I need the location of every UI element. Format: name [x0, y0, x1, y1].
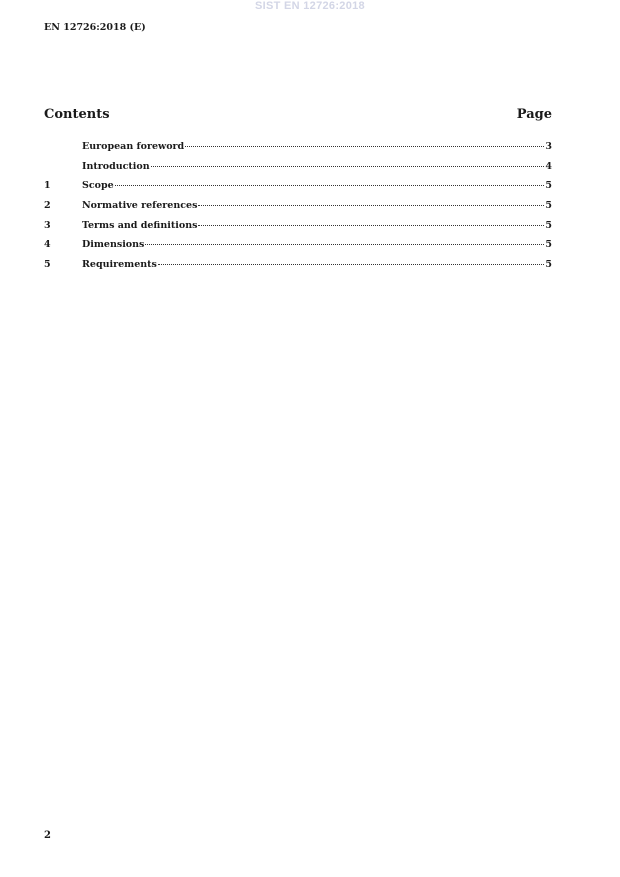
toc-entry-title[interactable]: Requirements: [82, 259, 157, 271]
toc-entry-page: 4: [545, 160, 552, 172]
toc-dot-leader: [151, 166, 545, 167]
toc-entry-page: 5: [545, 200, 552, 212]
toc-dot-leader: [185, 146, 544, 147]
page-number: 2: [44, 830, 51, 841]
contents-heading: Contents: [44, 107, 110, 122]
toc-entry-page: 5: [545, 259, 552, 271]
toc-dot-leader: [198, 225, 544, 226]
toc-entry-page: 3: [545, 141, 552, 152]
toc-entry-normative-references[interactable]: [44, 200, 552, 220]
toc-entry-title[interactable]: Normative references: [82, 200, 198, 212]
toc-entry-dimensions[interactable]: [44, 239, 552, 259]
toc-entry-number: 1: [44, 180, 51, 192]
toc-entry-introduction[interactable]: [44, 161, 552, 181]
table-of-contents: [44, 141, 552, 279]
toc-entry-terms-and-definitions[interactable]: [44, 220, 552, 240]
toc-entry-requirements[interactable]: [44, 259, 552, 279]
toc-dot-leader: [145, 244, 544, 245]
page-heading: Page: [516, 107, 552, 122]
toc-entry-title[interactable]: Dimensions: [82, 239, 145, 251]
toc-entry-title[interactable]: Introduction: [82, 160, 150, 172]
toc-entry-number: 4: [44, 239, 51, 251]
toc-dot-leader: [115, 185, 545, 186]
contents-header: [44, 107, 552, 123]
toc-entry-scope[interactable]: [44, 180, 552, 200]
toc-entry-title[interactable]: Terms and definitions: [82, 219, 198, 231]
toc-dot-leader: [158, 264, 544, 265]
toc-dot-leader: [198, 205, 544, 206]
watermark: SIST EN 12726:2018: [255, 0, 365, 12]
toc-entry-number: 3: [44, 219, 51, 231]
toc-entry-page: 5: [545, 180, 552, 192]
toc-entry-title[interactable]: European foreword: [82, 141, 185, 152]
toc-entry-page: 5: [545, 239, 552, 251]
toc-entry-european-foreword[interactable]: [44, 141, 552, 161]
toc-entry-title[interactable]: Scope: [82, 180, 114, 192]
toc-entry-number: 5: [44, 259, 51, 271]
toc-entry-page: 5: [545, 219, 552, 231]
toc-entry-number: 2: [44, 200, 51, 212]
document-id: EN 12726:2018 (E): [44, 22, 146, 33]
